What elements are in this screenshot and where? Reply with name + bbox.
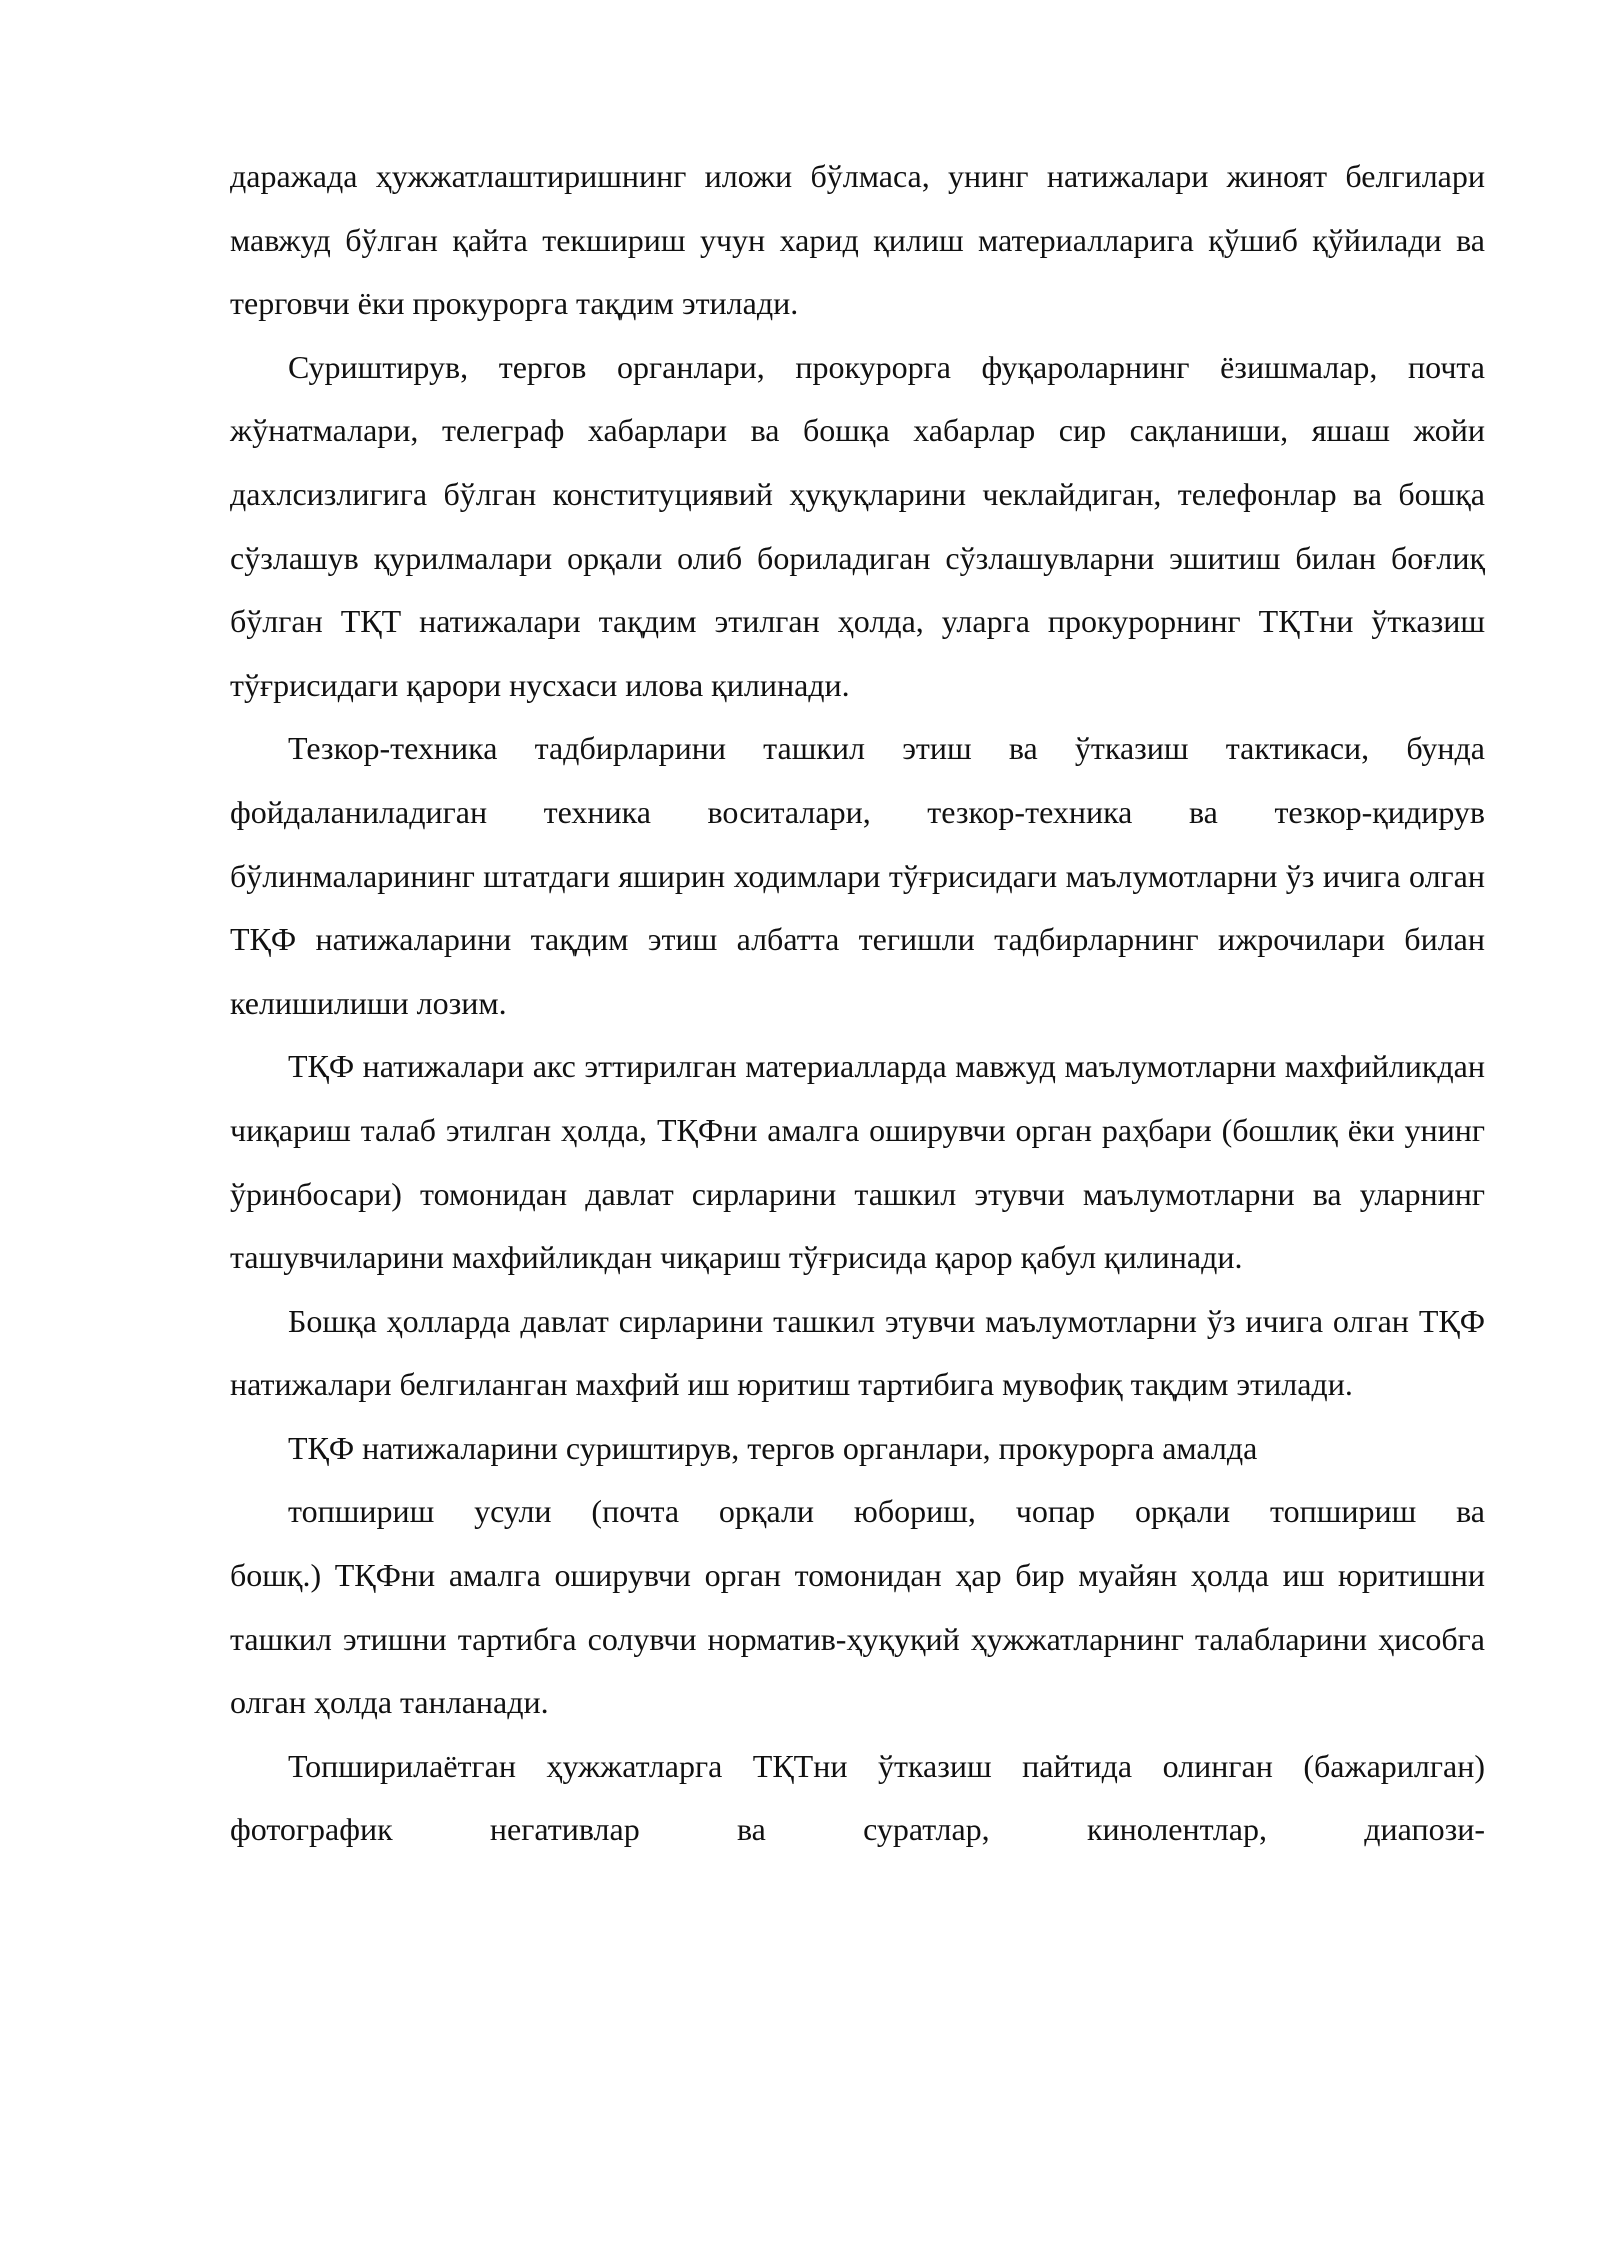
paragraph-indented-line: топшириш усули (почта орқали юбориш, чопар орқали топшириш ва — [288, 1493, 1485, 1530]
paragraph: Топширилаётган ҳужжатларга ТҚТни ўтказиш пайтида олинган (бажарилган) фотографик негативлар ва суратлар, кинолентлар, диапози- — [230, 1747, 1485, 1848]
paragraph: Тезкор-техника тадбирларини ташкил этиш ва ўтказиш тактикаси, бунда фойдаланиладиган техника воситалари, тезкор-техника ва тезкор-қидирув бўлинмаларининг штатдаги яширин ходимлари тўғрисидаги маълумотларни ўз ичига олган ТҚФ натижаларини тақдим этиш албатта тегишли тадбирларнинг ижрочилари билан келишилиши лозим. — [230, 730, 1485, 1021]
paragraph-continuation: бошқ.) ТҚФни амалга оширувчи орган томонидан ҳар бир муайян ҳолда иш юритишни ташкил этишни тартибга солувчи норматив-ҳуқуқий ҳужжатларнинг талабларини ҳисобга олган ҳолда танланади. — [230, 1557, 1485, 1721]
document-page — [230, 145, 1485, 1862]
paragraph: Бошқа ҳолларда давлат сирларини ташкил этувчи маълумотларни ўз ичига олган ТҚФ натижалари белгиланган махфий иш юритиш тартибига мувофиқ тақдим этилади. — [230, 1302, 1485, 1403]
paragraph: ТҚФ натижалари акс эттирилган материалларда мавжуд маълумотларни махфийликдан чиқариш талаб этилган ҳолда, ТҚФни амалга оширувчи орган раҳбари (бошлиқ ёки унинг ўринбосари) томонидан давлат сирларини ташкил этувчи маълумотларни ва уларнинг ташувчиларини махфийликдан чиқариш тўғрисида қарор қабул қилинади. — [230, 1048, 1485, 1276]
paragraph: Суриштирув, тергов органлари, прокурорга фуқароларнинг ёзишмалар, почта жўнатмалари, телеграф хабарлари ва бошқа хабарлар сир сақланиши, яшаш жойи дахлсизлигига бўлган конституциявий ҳуқуқларини чеклайдиган, телефонлар ва бошқа сўзлашув қурилмалари орқали олиб бориладиган сўзлашувларни эшитиш билан боғлиқ бўлган ТҚТ натижалари тақдим этилган ҳолда, уларга прокурорнинг ТҚТни ўтказиш тўғрисидаги қарори нусхаси илова қилинади. — [230, 348, 1485, 703]
paragraph: ТҚФ натижаларини суриштирув, тергов органлари, прокурорга амалда — [288, 1429, 1258, 1466]
paragraph-continuation: даражада ҳужжатлаштиришнинг иложи бўлмаса, унинг натижалари жиноят белгилари мавжуд бўлган қайта текшириш учун харид қилиш материалларига қўшиб қўйилади ва терговчи ёки прокурорга тақдим этилади. — [230, 158, 1485, 322]
